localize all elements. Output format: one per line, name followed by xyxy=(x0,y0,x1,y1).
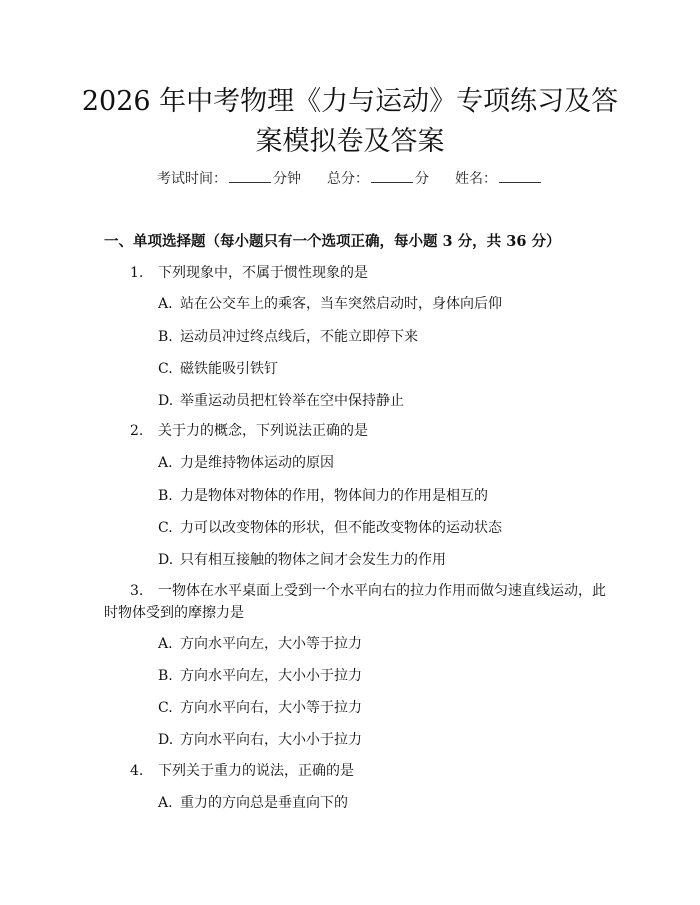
option-text: 力是维持物体运动的原因 xyxy=(180,455,334,471)
score-blank xyxy=(371,169,413,183)
question-2-option-c xyxy=(158,517,502,537)
option-letter: A. xyxy=(158,636,173,652)
option-letter: A. xyxy=(158,455,173,471)
question-3-option-b xyxy=(158,665,362,685)
question-text: 下列关于重力的说法，正确的是 xyxy=(158,763,354,779)
question-4-option-a xyxy=(158,792,348,812)
title-line-2: 案模拟卷及答案 xyxy=(255,126,445,157)
time-field xyxy=(157,168,301,188)
question-3-option-c xyxy=(158,697,362,717)
option-letter: A. xyxy=(158,296,173,312)
question-text-line-1: 一物体在水平桌面上受到一个水平向右的拉力作用而做匀速直线运动，此 xyxy=(158,583,606,599)
question-number: 2. xyxy=(130,423,144,439)
question-text: 关于力的概念，下列说法正确的是 xyxy=(158,423,368,439)
option-text: 站在公交车上的乘客，当车突然启动时，身体向后仰 xyxy=(180,296,502,312)
question-3-continuation: 时物体受到的摩擦力是 xyxy=(104,605,244,621)
score-unit: 分 xyxy=(415,171,429,187)
question-1 xyxy=(130,262,368,284)
exam-meta xyxy=(0,168,700,188)
option-text: 举重运动员把杠铃举在空中保持静止 xyxy=(180,393,404,409)
option-letter: D. xyxy=(158,552,174,568)
page-title xyxy=(40,82,660,162)
question-text: 下列现象中，不属于惯性现象的是 xyxy=(158,265,368,281)
time-unit: 分钟 xyxy=(273,171,301,187)
question-1-option-b xyxy=(158,326,418,346)
question-2-option-a xyxy=(158,452,334,472)
option-text: 方向水平向左，大小等于拉力 xyxy=(180,636,362,652)
question-2-option-b xyxy=(158,485,488,505)
option-letter: A. xyxy=(158,795,173,811)
option-text: 只有相互接触的物体之间才会发生力的作用 xyxy=(180,552,446,568)
question-3-option-d xyxy=(158,729,362,749)
option-text: 运动员冲过终点线后，不能立即停下来 xyxy=(180,329,418,345)
question-1-option-a xyxy=(158,293,502,313)
question-number: 1. xyxy=(130,265,144,281)
time-blank xyxy=(229,169,271,183)
option-text: 重力的方向总是垂直向下的 xyxy=(180,795,348,811)
option-text: 磁铁能吸引铁钉 xyxy=(180,361,278,377)
question-4 xyxy=(130,760,354,782)
section-heading: 一、单项选择题（每小题只有一个选项正确，每小题 3 分，共 36 分） xyxy=(104,233,561,250)
option-letter: D. xyxy=(158,732,174,748)
question-2 xyxy=(130,420,368,442)
time-label: 考试时间： xyxy=(157,171,227,187)
question-1-option-c xyxy=(158,358,278,378)
question-number: 3. xyxy=(130,583,144,599)
name-field xyxy=(455,168,543,188)
option-letter: C. xyxy=(158,700,173,716)
question-1-option-d xyxy=(158,390,404,410)
option-letter: B. xyxy=(158,329,173,345)
question-number: 4. xyxy=(130,763,144,779)
option-letter: C. xyxy=(158,520,173,536)
option-text: 方向水平向右，大小等于拉力 xyxy=(180,700,362,716)
option-letter: C. xyxy=(158,361,173,377)
question-3-option-a xyxy=(158,633,362,653)
score-field xyxy=(327,168,429,188)
option-text: 力是物体对物体的作用，物体间力的作用是相互的 xyxy=(180,488,488,504)
name-blank xyxy=(499,169,541,183)
title-line-1: 2026 年中考物理《力与运动》专项练习及答 xyxy=(81,86,619,117)
option-text: 方向水平向右，大小小于拉力 xyxy=(180,732,362,748)
question-2-option-d xyxy=(158,549,446,569)
option-letter: D. xyxy=(158,393,174,409)
option-letter: B. xyxy=(158,668,173,684)
score-label: 总分： xyxy=(327,171,369,187)
name-label: 姓名： xyxy=(455,171,497,187)
option-text: 方向水平向左，大小小于拉力 xyxy=(180,668,362,684)
option-text: 力可以改变物体的形状，但不能改变物体的运动状态 xyxy=(180,520,502,536)
option-letter: B. xyxy=(158,488,173,504)
question-3 xyxy=(130,580,606,602)
